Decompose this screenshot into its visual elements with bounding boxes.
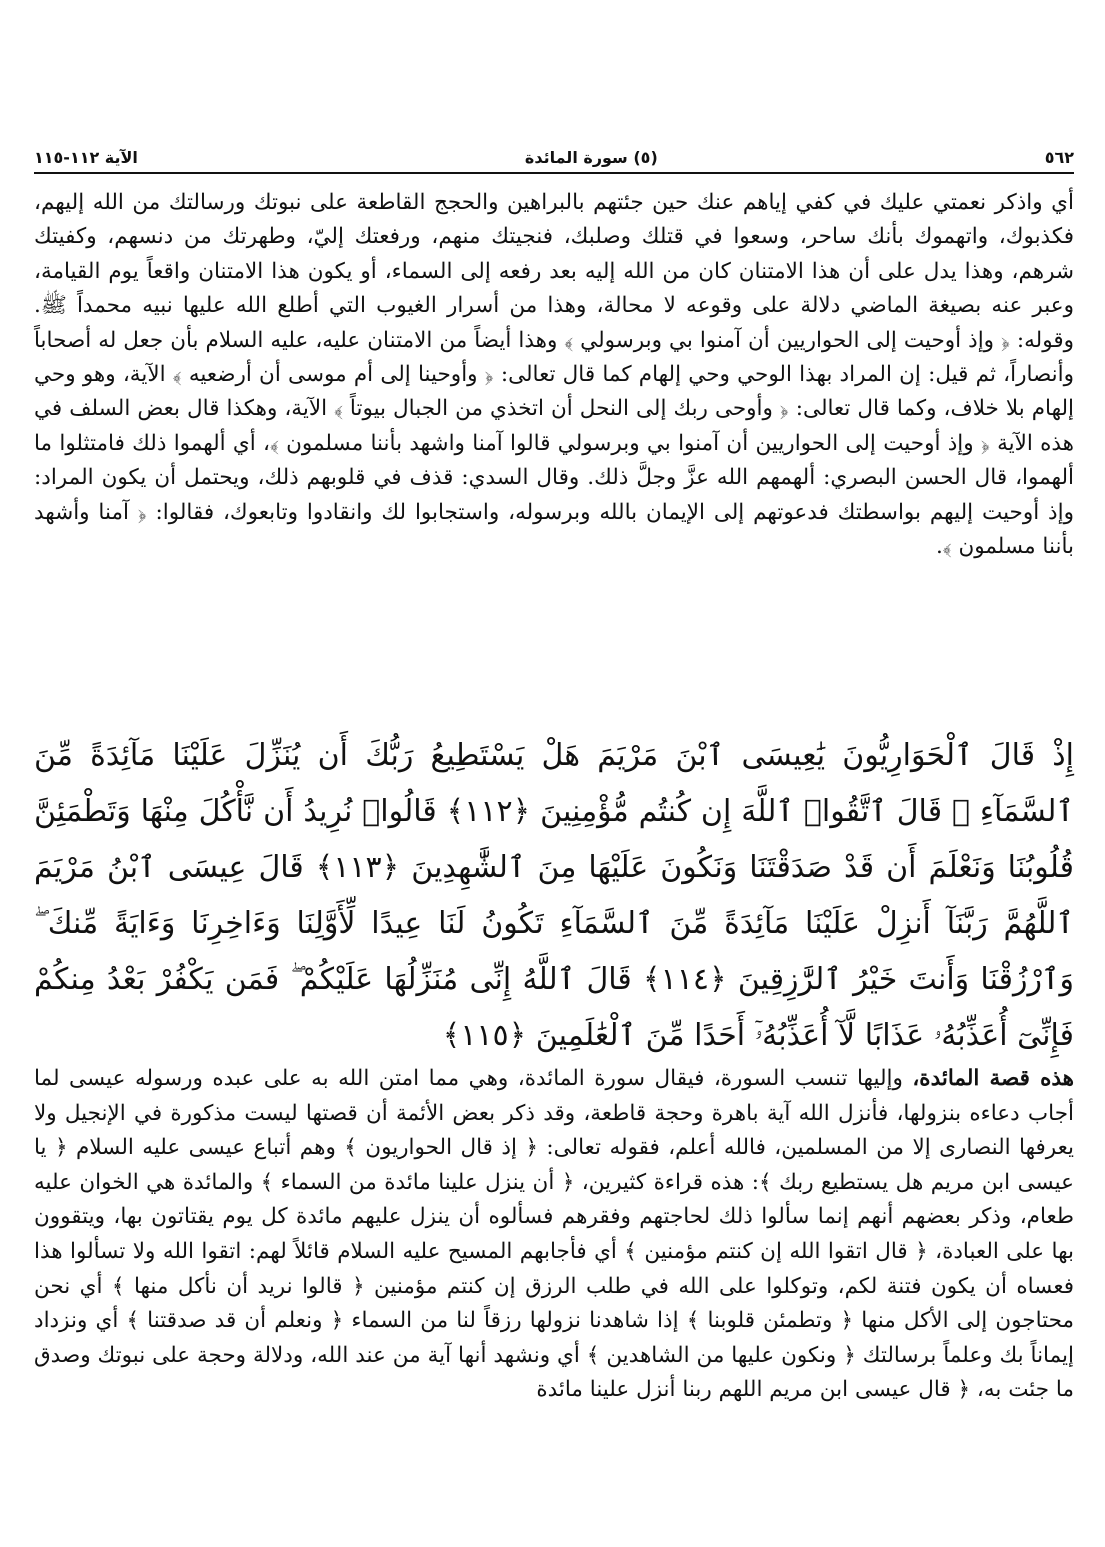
verse-range: الآية ١١٢-١١٥ [34, 147, 138, 167]
page-number: ٥٦٢ [1044, 147, 1074, 167]
section-lead: هذه قصة المائدة، [912, 1066, 1074, 1091]
quran-verses-112-115: إِذْ قَالَ ٱلْحَوَارِيُّونَ يَٰعِيسَى ٱبْنَ مَرْيَمَ هَلْ يَسْتَطِيعُ رَبُّكَ أَن يُنَزِّلَ عَلَيْنَا مَآئِدَةً مِّنَ ٱلسَّمَآءِ ۖ قَالَ ٱتَّقُوا۟ ٱللَّهَ إِن كُنتُم مُّؤْمِنِينَ ﴿١١٢﴾ قَالُوا۟ نُرِيدُ أَن نَّأْكُلَ مِنْهَا وَتَطْمَئِنَّ قُلُوبُنَا وَنَعْلَمَ أَن قَدْ صَدَقْتَنَا وَنَكُونَ عَلَيْهَا مِنَ ٱلشَّٰهِدِينَ ﴿١١٣﴾ قَالَ عِيسَى ٱبْنُ مَرْيَمَ ٱللَّهُمَّ رَبَّنَآ أَنزِلْ عَلَيْنَا مَآئِدَةً مِّنَ ٱلسَّمَآءِ تَكُونُ لَنَا عِيدًا لِّأَوَّلِنَا وَءَاخِرِنَا وَءَايَةً مِّنكَ ۖ وَٱرْزُقْنَا وَأَنتَ خَيْرُ ٱلرَّٰزِقِينَ ﴿١١٤﴾ قَالَ ٱللَّهُ إِنِّى مُنَزِّلُهَا عَلَيْكُمْ ۖ فَمَن يَكْفُرْ بَعْدُ مِنكُمْ فَإِنِّىٓ أُعَذِّبُهُۥ عَذَابًا لَّآ أُعَذِّبُهُۥٓ أَحَدًا مِّنَ ٱلْعَٰلَمِينَ ﴿١١٥﴾ [34, 738, 1074, 1053]
header-divider [34, 172, 1074, 174]
surah-title: (٥) سورة المائدة [524, 147, 658, 167]
commentary-paragraph-2 [34, 1062, 1074, 1408]
commentary-block-1 [34, 186, 1074, 564]
commentary-block-2 [34, 1062, 1074, 1408]
page-header [34, 140, 1074, 174]
commentary-paragraph-1: أي واذكر نعمتي عليك في كفي إياهم عنك حين جئتهم بالبراهين والحجج القاطعة على نبوتك ورسالتك من الله إليهم، فكذبوك، واتهموك بأنك ساحر، وسعوا في قتلك وصلبك، فنجيتك منهم، ورفعتك إليّ، وطهرتك من دنسهم، وكفيتك شرهم، وهذا يدل على أن هذا الامتنان كان من الله إليه بعد رفعه إلى السماء، أو يكون هذا الامتنان واقعاً يوم القيامة، وعبر عنه بصيغة الماضي دلالة على وقوعه لا محالة، وهذا من أسرار الغيوب التي أطلع الله عليها نبيه محمداً ﷺ. وقوله: ﴿ وإذ أوحيت إلى الحواريين أن آمنوا بي وبرسولي ﴾ وهذا أيضاً من الامتنان عليه، عليه السلام بأن جعل له أصحاباً وأنصاراً، ثم قيل: إن المراد بهذا الوحي وحي إلهام كما قال تعالى: ﴿ وأوحينا إلى أم موسى أن أرضعيه ﴾ الآية، وهو وحي إلهام بلا خلاف، وكما قال تعالى: ﴿ وأوحى ربك إلى النحل أن اتخذي من الجبال بيوتاً ﴾ الآية، وهكذا قال بعض السلف في هذه الآية ﴿ وإذ أوحيت إلى الحواريين أن آمنوا بي وبرسولي قالوا آمنا واشهد بأننا مسلمون ﴾، أي ألهموا ذلك فامتثلوا ما ألهموا، قال الحسن البصري: ألهمهم الله عزَّ وجلَّ ذلك. وقال السدي: قذف في قلوبهم ذلك، ويحتمل أن يكون المراد: وإذ أوحيت إليهم بواسطتك فدعوتهم إلى الإيمان بالله وبرسوله، واستجابوا لك وانقادوا وتابعوك، فقالوا: ﴿ آمنا وأشهد بأننا مسلمون ﴾. [34, 190, 1074, 560]
commentary-body-2: وإليها تنسب السورة، فيقال سورة المائدة، وهي مما امتن الله به على عبده ورسوله عيسى لما أجاب دعاءه بنزولها، فأنزل الله آية باهرة وحجة قاطعة، وقد ذكر بعض الأئمة أن قصتها ليست مذكورة في الإنجيل ولا يعرفها النصارى إلا من المسلمين، فالله أعلم، فقوله تعالى: ﴿ إذ قال الحواريون ﴾ وهم أتباع عيسى عليه السلام ﴿ يا عيسى ابن مريم هل يستطيع ربك ﴾: هذه قراءة كثيرين، ﴿ أن ينزل علينا مائدة من السماء ﴾ والمائدة هي الخوان عليه طعام، وذكر بعضهم أنهم إنما سألوا ذلك لحاجتهم وفقرهم فسألوه أن ينزل عليهم مائدة كل يوم يقتاتون بها، ويتقوون بها على العبادة، ﴿ قال اتقوا الله إن كنتم مؤمنين ﴾ أي فأجابهم المسيح عليه السلام قائلاً لهم: اتقوا الله ولا تسألوا هذا فعساه أن يكون فتنة لكم، وتوكلوا على الله في طلب الرزق إن كنتم مؤمنين ﴿ قالوا نريد أن نأكل منها ﴾ أي نحن محتاجون إلى الأكل منها ﴿ وتطمئن قلوبنا ﴾ إذا شاهدنا نزولها رزقاً لنا من السماء ﴿ ونعلم أن قد صدقتنا ﴾ أي ونزداد إيماناً بك وعلماً برسالتك ﴿ ونكون عليها من الشاهدين ﴾ أي ونشهد أنها آية من عند الله، ودلالة وحجة على نبوتك وصدق ما جئت به، ﴿ قال عيسى ابن مريم اللهم ربنا أنزل علينا مائدة [34, 1066, 1074, 1403]
